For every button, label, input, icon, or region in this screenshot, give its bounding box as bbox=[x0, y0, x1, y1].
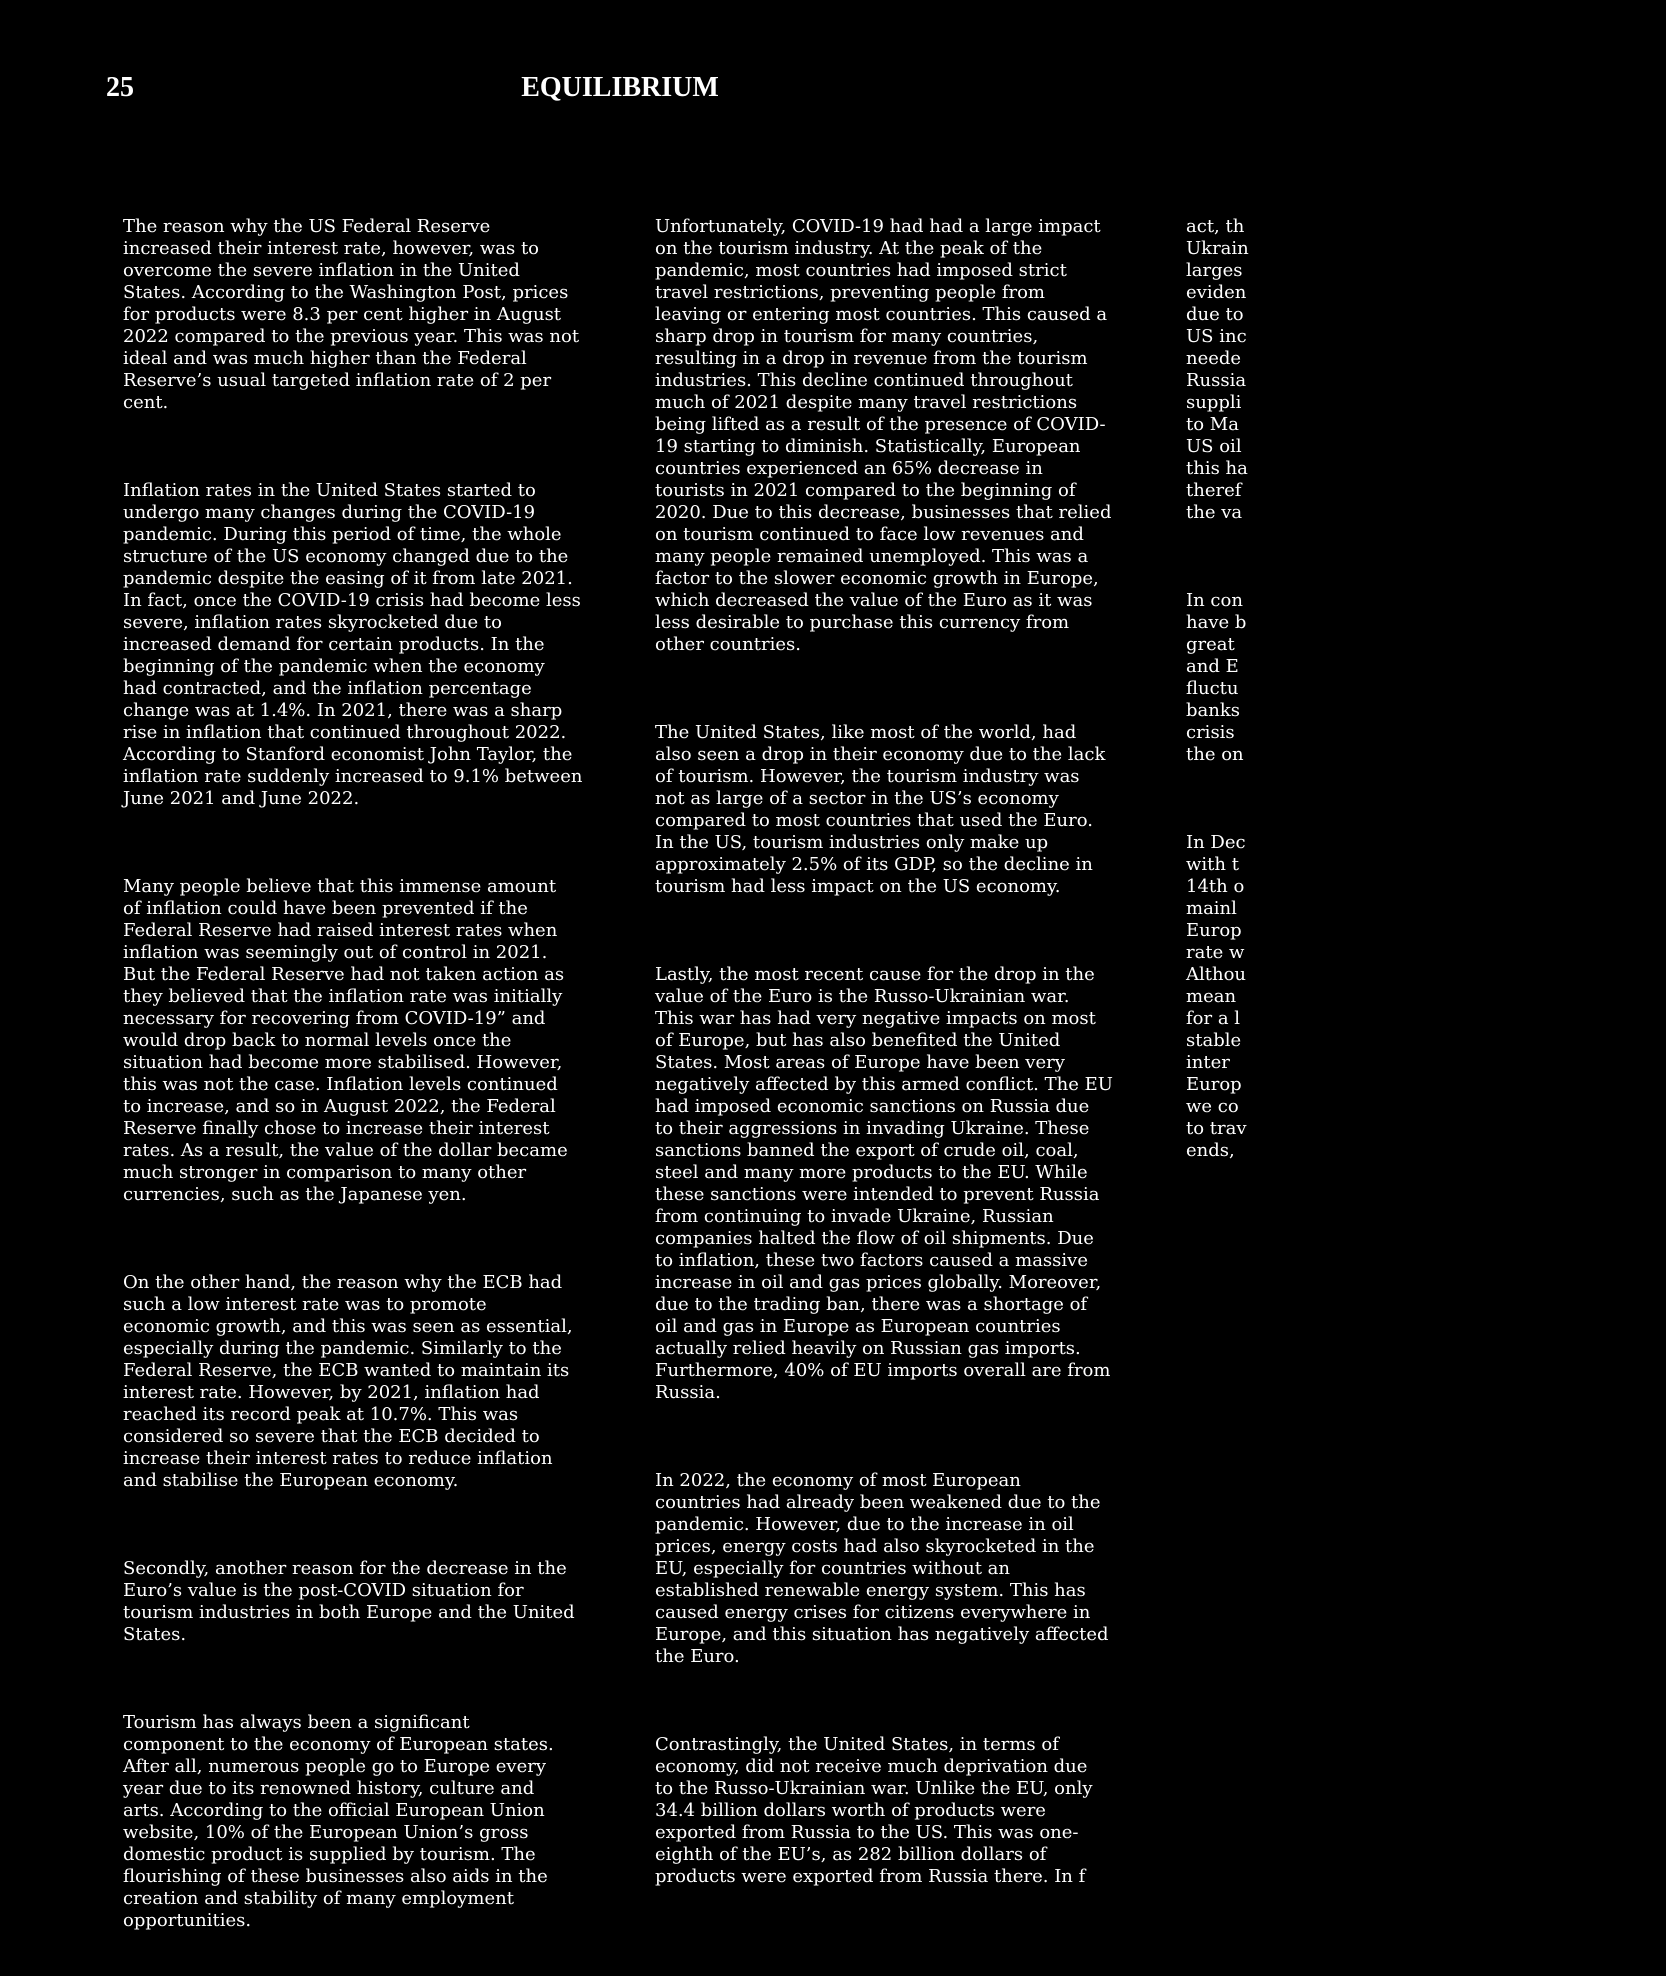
paragraph: Many people believe that this immense amount of inflation could have been prevented if the Federal Reserve had raised interest rates when inflation was seemingly out of control in 2021. But the Federal Reserve had not taken action as they believed that the inflation rate was initially necessary for recovering from COVID-19” and would drop back to normal levels once the situation had become more stabilised. However, this was not the case. Inflation levels continued to increase, and so in August 2022, the Federal Reserve finally chose to increase their interest rates. As a result, the value of the dollar became much stronger in comparison to many other currencies, such as the Japanese yen. bbox=[123, 876, 568, 1205]
paragraph: In Dec with t 14th o mainl Europ rate w Althou mean for a l stable inter Europ we co to trav ends, bbox=[1186, 832, 1247, 1161]
paragraph: On the other hand, the reason why the ECB had such a low interest rate was to promote economic growth, and this was seen as essential, especially during the pandemic. Similarly to the Federal Reserve, the ECB wanted to maintain its interest rate. However, by 2021, inflation had reached its record peak at 10.7%. This was considered so severe that the ECB decided to increase their interest rates to reduce inflation and stabilise the European economy. bbox=[123, 1272, 573, 1491]
paragraph: Secondly, another reason for the decrease in the Euro’s value is the post-COVID situation for tourism industries in both Europe and the United States. bbox=[123, 1558, 575, 1645]
text-column-2 bbox=[655, 172, 1135, 1932]
paragraph: The United States, like most of the world, had also seen a drop in their economy due to the lack of tourism. However, the tourism industry was not as large of a sector in the US’s economy compared to most countries that used the Euro. In the US, tourism industries only make up approximately 2.5% of its GDP, so the decline in tourism had less impact on the US economy. bbox=[655, 722, 1106, 897]
text-column-1 bbox=[123, 172, 603, 1976]
page-title: EQUILIBRIUM bbox=[521, 72, 719, 103]
paragraph: Inflation rates in the United States started to undergo many changes during the COVID-19 pandemic. During this period of time, the whole structure of the US economy changed due to the pandemic despite the easing of it from late 2021. In fact, once the COVID-19 crisis had become less severe, inflation rates skyrocketed due to increased demand for certain products. In the beginning of the pandemic when the economy had contracted, and the inflation percentage change was at 1.4%. In 2021, there was a sharp rise in inflation that continued throughout 2022. According to Stanford economist John Taylor, the inflation rate suddenly increased to 9.1% between June 2021 and June 2022. bbox=[123, 480, 583, 809]
paragraph: Contrastingly, the United States, in terms of economy, did not receive much deprivation due to the Russo-Ukrainian war. Unlike the EU, only 34.4 billion dollars worth of products were exported from Russia to the US. This was one- eighth of the EU’s, as 282 billion dollars of products were exported from Russia there. In f bbox=[655, 1734, 1093, 1887]
paragraph: The reason why the US Federal Reserve increased their interest rate, however, was to overcome the severe inflation in the United States. According to the Washington Post, prices for products were 8.3 per cent higher in August 2022 compared to the previous year. This was not ideal and was much higher than the Federal Reserve’s usual targeted inflation rate of 2 per cent. bbox=[123, 216, 580, 413]
paragraph: Tourism has always been a significant component to the economy of European states. After all, numerous people go to Europe every year due to its renowned history, culture and arts. According to the official European Union website, 10% of the European Union’s gross domestic product is supplied by tourism. The flourishing of these businesses also aids in the creation and stability of many employment opportunities. bbox=[123, 1712, 554, 1931]
paragraph: Lastly, the most recent cause for the drop in the value of the Euro is the Russo-Ukrainian war. This war has had very negative impacts on most of Europe, but has also benefited the United States. Most areas of Europe have been very negatively affected by this armed conflict. The EU had imposed economic sanctions on Russia due to their aggressions in invading Ukraine. These sanctions banned the export of crude oil, coal, steel and many more products to the EU. While these sanctions were intended to prevent Russia from continuing to invade Ukraine, Russian companies halted the flow of oil shipments. Due to inflation, these two factors caused a massive increase in oil and gas prices globally. Moreover, due to the trading ban, there was a shortage of oil and gas in Europe as European countries actually relied heavily on Russian gas imports. Furthermore, 40% of EU imports overall are from Russia. bbox=[655, 964, 1113, 1403]
paragraph: In 2022, the economy of most European countries had already been weakened due to the pandemic. However, due to the increase in oil prices, energy costs had also skyrocketed in the EU, especially for countries without an established renewable energy system. This has caused energy crises for citizens everywhere in Europe, and this situation has negatively affected the Euro. bbox=[655, 1470, 1109, 1667]
text-column-3-cropped bbox=[1186, 172, 1666, 1206]
page-number: 25 bbox=[106, 72, 134, 103]
paragraph: act, th Ukrain larges eviden due to US inc neede Russia suppli to Ma US oil this ha theref the va bbox=[1186, 216, 1249, 523]
paragraph: Unfortunately, COVID-19 had had a large impact on the tourism industry. At the peak of the pandemic, most countries had imposed strict travel restrictions, preventing people from leaving or entering most countries. This caused a sharp drop in tourism for many countries, resulting in a drop in revenue from the tourism industries. This decline continued throughout much of 2021 despite many travel restrictions being lifted as a result of the presence of COVID- 19 starting to diminish. Statistically, European countries experienced an 65% decrease in tourists in 2021 compared to the beginning of 2020. Due to this decrease, businesses that relied on tourism continued to face low revenues and many people remained unemployed. This was a factor to the slower economic growth in Europe, which decreased the value of the Euro as it was less desirable to purchase this currency from other countries. bbox=[655, 216, 1112, 655]
paragraph: In con have b great and E fluctu banks crisis the on bbox=[1186, 590, 1247, 765]
